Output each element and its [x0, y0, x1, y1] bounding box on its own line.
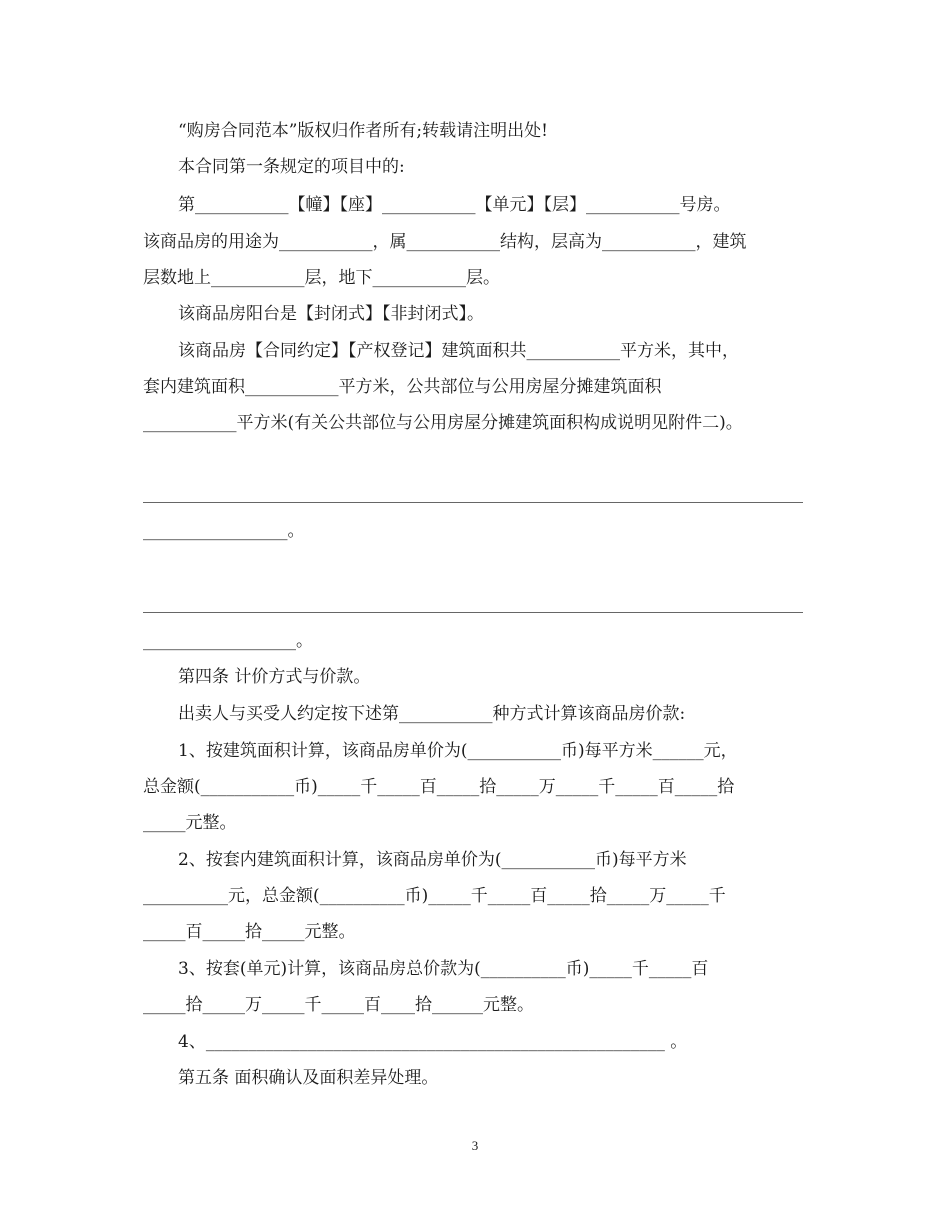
- section-heading: 第四条 计价方式与价款。: [178, 667, 371, 687]
- paragraph-line: _____百_____拾_____元整。: [143, 922, 356, 942]
- blank-fill-line: [143, 612, 803, 613]
- copyright-notice: “购房合同范本”版权归作者所有;转载请注明出处!: [178, 121, 548, 141]
- paragraph-line: 第___________【幢】【座】___________【单元】【层】___________号房。: [178, 195, 731, 215]
- paragraph-line: 该商品房【合同约定】【产权登记】建筑面积共___________平方米，其中，: [178, 341, 739, 361]
- paragraph-line: 该商品房阳台是【封闭式】【非封闭式】。: [178, 304, 484, 324]
- paragraph-line: 3、按套(单元)计算，该商品房总价款为(__________币)_____千_____百: [178, 959, 709, 979]
- blank-fill-line: [143, 502, 803, 503]
- paragraph-line: ___________平方米(有关公共部位与公用房屋分摊建筑面积构成说明见附件二)。: [143, 413, 743, 433]
- page-number: 3: [471, 1138, 479, 1153]
- paragraph-line: _________________。: [143, 521, 305, 541]
- paragraph-line: 套内建筑面积___________平方米，公共部位与公用房屋分摊建筑面积: [143, 377, 662, 397]
- paragraph-line: 4、______________________________________________________ 。: [178, 1032, 688, 1052]
- paragraph-line: 本合同第一条规定的项目中的:: [178, 157, 405, 177]
- section-heading: 第五条 面积确认及面积差异处理。: [178, 1068, 439, 1088]
- paragraph-line: _____拾_____万_____千_____百____拾______元整。: [143, 995, 534, 1015]
- paragraph-line: 出卖人与买受人约定按下述第___________种方式计算该商品房价款:: [178, 704, 686, 724]
- paragraph-line: 总金额(___________币)_____千_____百_____拾_____万_____千_____百_____拾: [143, 777, 735, 797]
- paragraph-line: __________元，总金额(__________币)_____千_____百_____拾_____万_____千: [143, 886, 726, 906]
- paragraph-line: 层数地上___________层，地下___________层。: [143, 268, 500, 288]
- paragraph-line: 该商品房的用途为___________，属___________结构，层高为___________，建筑: [143, 232, 747, 252]
- paragraph-line: _____元整。: [143, 813, 237, 833]
- paragraph-line: 1、按建筑面积计算，该商品房单价为(___________币)每平方米______元，: [178, 741, 738, 761]
- paragraph-line: __________________。: [143, 631, 313, 651]
- paragraph-line: 2、按套内建筑面积计算，该商品房单价为(___________币)每平方米: [178, 850, 687, 870]
